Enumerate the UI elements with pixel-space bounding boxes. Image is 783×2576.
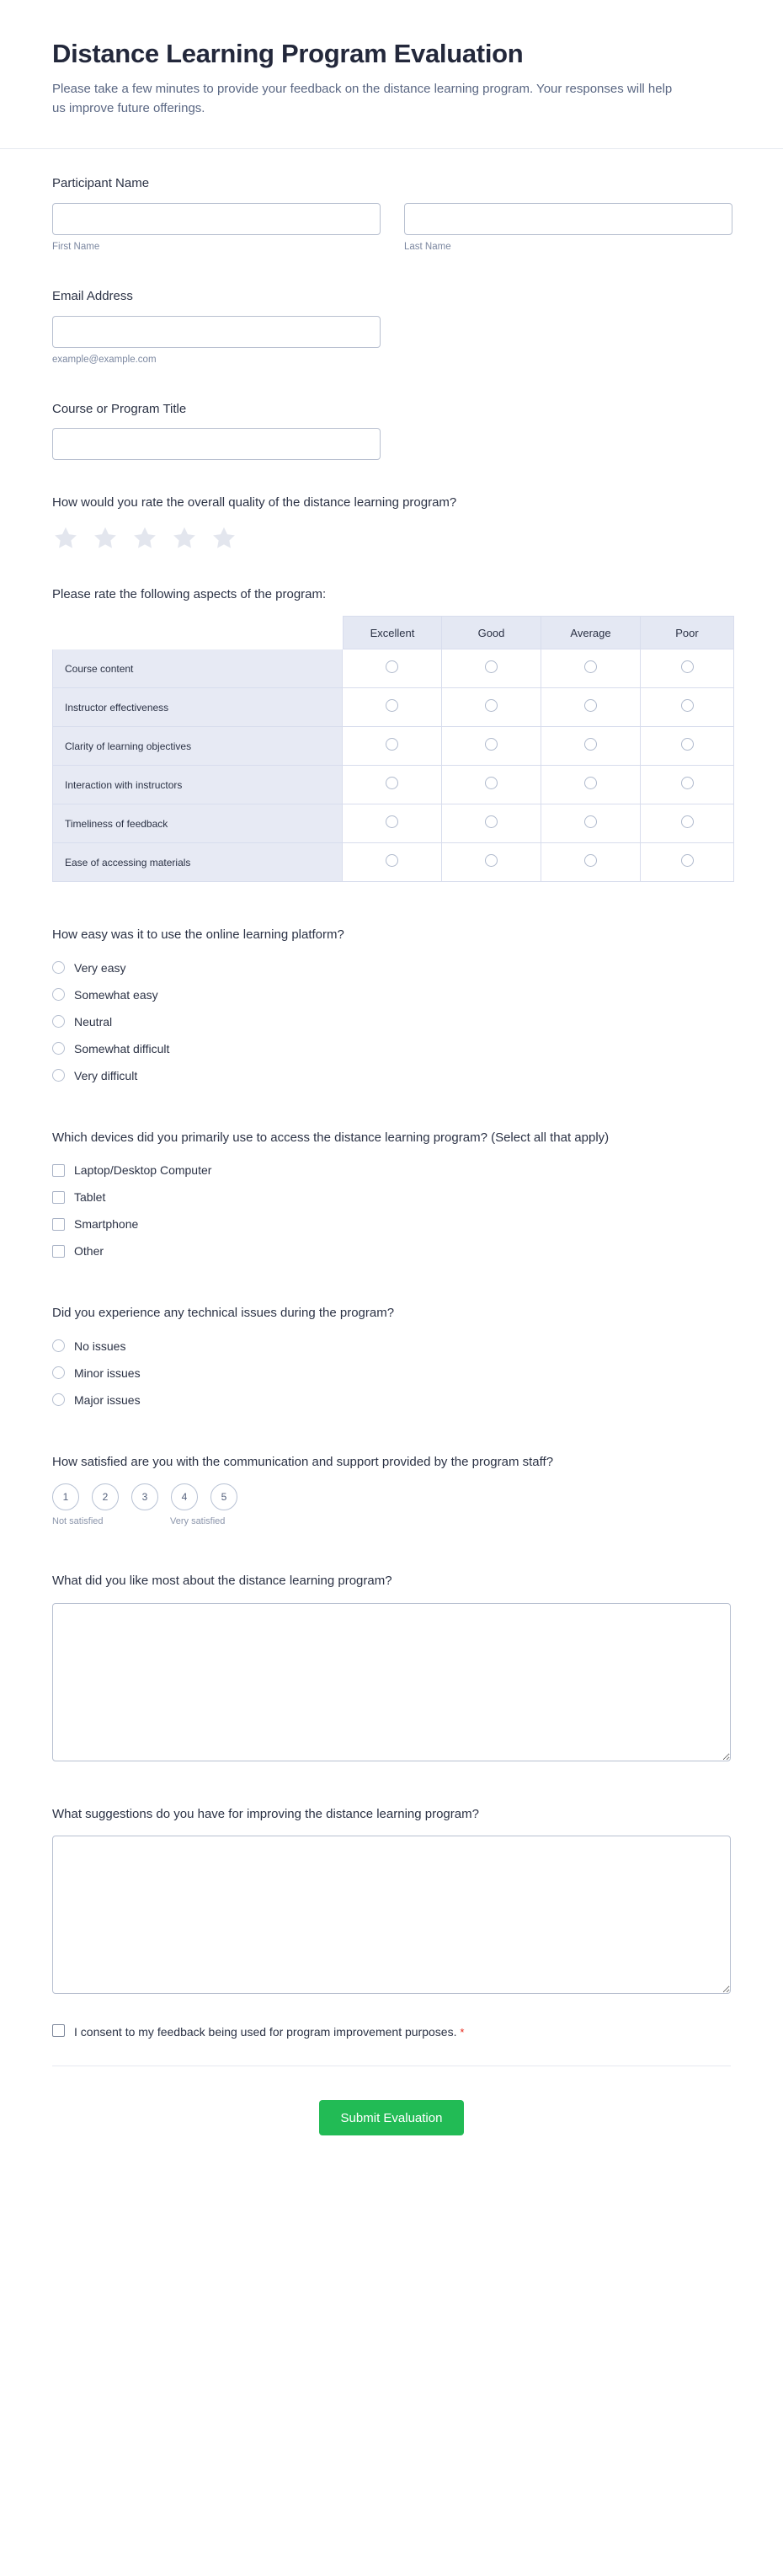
matrix-cell[interactable] xyxy=(541,843,641,882)
matrix-radio[interactable] xyxy=(681,854,694,867)
table-row xyxy=(52,766,734,804)
matrix-radio[interactable] xyxy=(584,815,597,828)
consent-checkbox[interactable] xyxy=(52,2024,65,2037)
matrix-cell[interactable] xyxy=(442,649,541,688)
matrix-radio[interactable] xyxy=(681,699,694,712)
device-option-label: Other xyxy=(74,1244,104,1259)
matrix-question: Please rate the following aspects of the program: xyxy=(52,586,327,601)
spacer xyxy=(52,1540,731,1572)
satisfaction-scale-option[interactable]: 1 xyxy=(52,1483,79,1510)
participant-name-label: Participant Name xyxy=(52,176,150,191)
matrix-cell[interactable] xyxy=(442,843,541,882)
matrix-cell[interactable] xyxy=(343,804,442,843)
platform-ease-option[interactable] xyxy=(52,1038,731,1060)
radio-icon[interactable] xyxy=(52,1015,65,1028)
field-technical-issues xyxy=(52,1304,731,1411)
table-row xyxy=(52,804,734,843)
star-icon[interactable] xyxy=(52,525,79,552)
matrix-radio[interactable] xyxy=(386,699,398,712)
technical-issues-options xyxy=(52,1335,731,1411)
radio-icon[interactable] xyxy=(52,1366,65,1379)
matrix-row-label: Clarity of learning objectives xyxy=(52,727,343,766)
liked-most-textarea[interactable] xyxy=(52,1603,731,1761)
technical-issues-question: Did you experience any technical issues during the program? xyxy=(52,1306,395,1321)
field-satisfaction-scale xyxy=(52,1453,731,1527)
form-body xyxy=(0,149,783,2066)
radio-icon[interactable] xyxy=(52,961,65,974)
spacer xyxy=(52,484,731,494)
matrix-radio[interactable] xyxy=(584,854,597,867)
matrix-radio[interactable] xyxy=(386,815,398,828)
device-option[interactable] xyxy=(52,1186,731,1208)
matrix-cell[interactable] xyxy=(641,766,734,804)
matrix-row-label: Timeliness of feedback xyxy=(52,804,343,843)
liked-most-question: What did you like most about the distance learning program? xyxy=(52,1574,392,1589)
matrix-cell[interactable] xyxy=(541,727,641,766)
last-name-sublabel: Last Name xyxy=(404,241,451,252)
submit-area xyxy=(0,2066,783,2174)
matrix-radio[interactable] xyxy=(681,660,694,673)
technical-issue-option-label: Major issues xyxy=(74,1392,141,1407)
matrix-row-label: Ease of accessing materials xyxy=(52,843,343,882)
matrix-radio[interactable] xyxy=(386,777,398,789)
matrix-head xyxy=(52,616,734,649)
first-name-input[interactable] xyxy=(52,203,381,235)
star-icon[interactable] xyxy=(210,525,237,552)
spacer xyxy=(52,1435,731,1453)
consent-text: I consent to my feedback being used for program improvement purposes. xyxy=(74,2025,457,2039)
matrix-row-label: Course content xyxy=(52,649,343,688)
matrix-radio[interactable] xyxy=(485,738,498,751)
field-devices xyxy=(52,1129,731,1263)
satisfaction-scale-option[interactable]: 5 xyxy=(210,1483,237,1510)
matrix-cell[interactable] xyxy=(641,688,734,727)
matrix-radio[interactable] xyxy=(584,738,597,751)
matrix-cell[interactable] xyxy=(541,804,641,843)
platform-ease-option[interactable] xyxy=(52,984,731,1006)
field-platform-ease xyxy=(52,926,731,1087)
matrix-radio[interactable] xyxy=(584,699,597,712)
checkbox-icon[interactable] xyxy=(52,1245,65,1258)
matrix-corner-cell xyxy=(52,616,343,649)
platform-ease-option[interactable] xyxy=(52,957,731,979)
matrix-cell[interactable] xyxy=(641,727,734,766)
first-name-sublabel: First Name xyxy=(52,241,100,252)
radio-icon[interactable] xyxy=(52,1339,65,1352)
field-participant-name xyxy=(52,174,731,254)
technical-issue-option[interactable] xyxy=(52,1335,731,1357)
matrix-cell[interactable] xyxy=(343,843,442,882)
satisfaction-scale-group[interactable] xyxy=(52,1483,731,1510)
suggestions-textarea[interactable] xyxy=(52,1836,731,1994)
platform-ease-option-label: Very easy xyxy=(74,960,126,975)
rating-matrix-table xyxy=(52,616,734,882)
technical-issue-option-label: No issues xyxy=(74,1339,126,1353)
matrix-row-label: Interaction with instructors xyxy=(52,766,343,804)
scale-high-label: Very satisfied xyxy=(170,1516,226,1527)
technical-issue-option[interactable] xyxy=(52,1362,731,1384)
radio-icon[interactable] xyxy=(52,988,65,1001)
star-icon[interactable] xyxy=(92,525,119,552)
table-row xyxy=(52,688,734,727)
spacer xyxy=(52,575,731,585)
device-option[interactable] xyxy=(52,1159,731,1181)
table-row xyxy=(52,727,734,766)
devices-question: Which devices did you primarily use to access the distance learning program? (Select all that apply) xyxy=(52,1130,610,1145)
page-title: Distance Learning Program Evaluation xyxy=(52,39,524,68)
matrix-row-label: Instructor effectiveness xyxy=(52,688,343,727)
last-name-column xyxy=(404,203,732,254)
last-name-input[interactable] xyxy=(404,203,732,235)
matrix-radio[interactable] xyxy=(681,815,694,828)
platform-ease-option[interactable] xyxy=(52,1065,731,1087)
spacer xyxy=(52,277,731,287)
platform-ease-options xyxy=(52,957,731,1087)
matrix-cell[interactable] xyxy=(442,727,541,766)
name-row xyxy=(52,203,731,254)
star-icon[interactable] xyxy=(171,525,198,552)
star-rating-group[interactable] xyxy=(52,525,731,552)
matrix-column-header: Excellent xyxy=(343,616,442,649)
checkbox-icon[interactable] xyxy=(52,1218,65,1231)
matrix-radio[interactable] xyxy=(584,777,597,789)
matrix-body xyxy=(52,649,734,882)
email-label: Email Address xyxy=(52,288,133,303)
device-option-label: Tablet xyxy=(74,1190,106,1205)
spacer xyxy=(52,906,731,926)
radio-icon[interactable] xyxy=(52,1069,65,1082)
course-title-input[interactable] xyxy=(52,428,381,460)
table-row xyxy=(52,843,734,882)
spacer xyxy=(52,1285,731,1304)
platform-ease-option-label: Neutral xyxy=(74,1014,113,1029)
matrix-cell[interactable] xyxy=(541,766,641,804)
consent-label xyxy=(74,2023,464,2042)
scale-low-label: Not satisfied xyxy=(52,1516,104,1527)
technical-issue-option-label: Minor issues xyxy=(74,1365,141,1380)
matrix-radio[interactable] xyxy=(681,738,694,751)
overall-rating-question: How would you rate the overall quality of the distance learning program? xyxy=(52,495,457,510)
spacer xyxy=(52,390,731,400)
platform-ease-question: How easy was it to use the online learning platform? xyxy=(52,927,344,943)
device-option[interactable] xyxy=(52,1213,731,1235)
matrix-radio[interactable] xyxy=(485,777,498,789)
checkbox-icon[interactable] xyxy=(52,1164,65,1177)
matrix-column-header: Poor xyxy=(641,616,734,649)
radio-icon[interactable] xyxy=(52,1393,65,1406)
form-header xyxy=(0,0,783,149)
email-sublabel: example@example.com xyxy=(52,354,157,365)
matrix-radio[interactable] xyxy=(681,777,694,789)
matrix-radio[interactable] xyxy=(485,660,498,673)
email-input[interactable] xyxy=(52,316,381,348)
spacer xyxy=(52,1785,731,1805)
matrix-column-header: Good xyxy=(442,616,541,649)
satisfaction-scale-option[interactable]: 4 xyxy=(171,1483,198,1510)
matrix-cell[interactable] xyxy=(641,804,734,843)
field-overall-rating xyxy=(52,494,731,552)
matrix-cell[interactable] xyxy=(641,649,734,688)
matrix-radio[interactable] xyxy=(386,854,398,867)
matrix-cell[interactable] xyxy=(442,804,541,843)
device-option[interactable] xyxy=(52,1240,731,1262)
field-liked-most xyxy=(52,1572,731,1761)
matrix-cell[interactable] xyxy=(541,649,641,688)
radio-icon[interactable] xyxy=(52,1042,65,1055)
spacer xyxy=(52,1110,731,1129)
platform-ease-option-label: Somewhat easy xyxy=(74,987,158,1002)
field-aspect-matrix xyxy=(52,585,731,883)
star-icon[interactable] xyxy=(131,525,158,552)
satisfaction-scale-option[interactable]: 3 xyxy=(131,1483,158,1510)
matrix-radio[interactable] xyxy=(485,815,498,828)
consent-row[interactable] xyxy=(52,2023,731,2042)
matrix-cell[interactable] xyxy=(442,688,541,727)
devices-options xyxy=(52,1159,731,1262)
table-row xyxy=(52,649,734,688)
matrix-cell[interactable] xyxy=(343,649,442,688)
matrix-radio[interactable] xyxy=(386,738,398,751)
consent-block xyxy=(52,2023,731,2066)
matrix-column-header: Average xyxy=(541,616,641,649)
matrix-cell[interactable] xyxy=(343,688,442,727)
matrix-radio[interactable] xyxy=(485,699,498,712)
platform-ease-option[interactable] xyxy=(52,1011,731,1033)
required-asterisk-icon: * xyxy=(460,2026,465,2039)
platform-ease-option-label: Somewhat difficult xyxy=(74,1041,170,1056)
suggestions-question: What suggestions do you have for improving the distance learning program? xyxy=(52,1806,479,1821)
satisfaction-scale-option[interactable]: 2 xyxy=(92,1483,119,1510)
matrix-radio[interactable] xyxy=(386,660,398,673)
satisfaction-question: How satisfied are you with the communication and support provided by the program staff? xyxy=(52,1454,554,1469)
platform-ease-option-label: Very difficult xyxy=(74,1068,138,1082)
device-option-label: Laptop/Desktop Computer xyxy=(74,1163,212,1178)
field-course-title xyxy=(52,400,731,461)
technical-issue-option[interactable] xyxy=(52,1389,731,1411)
first-name-column xyxy=(52,203,381,254)
matrix-header-row xyxy=(52,616,734,649)
matrix-radio[interactable] xyxy=(485,854,498,867)
field-email xyxy=(52,287,731,366)
device-option-label: Smartphone xyxy=(74,1217,139,1232)
matrix-cell[interactable] xyxy=(442,766,541,804)
matrix-cell[interactable] xyxy=(641,843,734,882)
form-description: Please take a few minutes to provide your feedback on the distance learning program. Your responses will help us improve future offerings. xyxy=(52,81,673,115)
matrix-radio[interactable] xyxy=(584,660,597,673)
field-suggestions xyxy=(52,1805,731,1995)
checkbox-icon[interactable] xyxy=(52,1191,65,1204)
matrix-cell[interactable] xyxy=(541,688,641,727)
matrix-cell[interactable] xyxy=(343,766,442,804)
submit-evaluation-button[interactable]: Submit Evaluation xyxy=(319,2100,465,2135)
matrix-cell[interactable] xyxy=(343,727,442,766)
course-title-label: Course or Program Title xyxy=(52,401,187,416)
matrix-wrapper xyxy=(52,616,731,882)
